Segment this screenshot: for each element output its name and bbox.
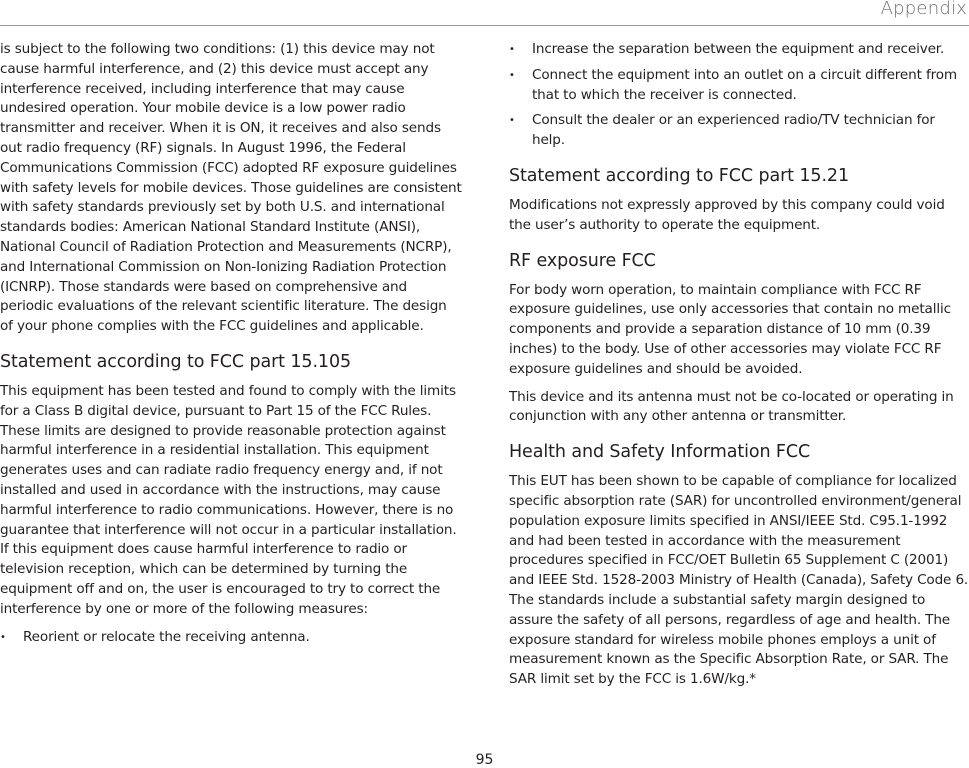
section-heading-fcc-15-21: Statement according to FCC part 15.21 xyxy=(509,165,849,186)
list-item: • Consult the dealer or an experienced radio/TV technician for help. xyxy=(509,111,969,151)
list-item: • Connect the equipment into an outlet on a circuit different from that to which the receiver is connected. xyxy=(509,66,969,106)
measures-list-right xyxy=(509,40,969,151)
page-number: 95 xyxy=(475,752,494,768)
list-item: • Increase the separation between the equipment and receiver. xyxy=(509,40,969,60)
header-divider xyxy=(0,25,969,26)
health-safety-body: This EUT has been shown to be capable of compliance for localized specific absorption rate (SAR) for uncontrolled environment/general population exposure limits specified in ANSI/IEEE Std. C95.1-1992 and had been tested in accordance with the measurement procedures specified in FCC/OET Bulletin 65 Supplement C (2001) and IEEE Std. 1528-2003 Ministry of Health (Canada), Safety Code 6. The standards include a substantial safety margin designed to assure the safety of all persons, regardless of age and health. The exposure standard for wireless mobile phones employs a unit of measurement known as the Specific Absorption Rate, or SAR. The SAR limit set by the FCC is 1.6W/kg.* xyxy=(509,473,969,688)
section-heading-rf-exposure: RF exposure FCC xyxy=(509,250,656,271)
rf-exposure-body-1: For body worn operation, to maintain compliance with FCC RF exposure guidelines, use only accessories that contain no metallic components and provide a separation distance of 10 mm (0.39 inches) to the body. Use of other accessories may violate FCC RF exposure guidelines and should be avoided. xyxy=(509,281,951,377)
list-item: • Reorient or relocate the receiving antenna. xyxy=(0,628,462,648)
section-body-fcc-15-21: Modifications not expressly approved by this company could void the user’s authority to operate the equipment. xyxy=(509,196,945,233)
intro-paragraph: is subject to the following two conditions: (1) this device may not cause harmful interference, and (2) this device must accept any interference received, including interference that may cause undesired operation. Your mobile device is a low power radio transmitter and receiver. When it is ON, it receives and also sends out radio frequency (RF) signals. In August 1996, the Federal Communications Commission (FCC) adopted RF exposure guidelines with safety levels for mobile devices. Those guidelines are consistent with safety standards previously set by both U.S. and international standards bodies: American National Standard Institute (ANSI), National Council of Radiation Protection and Measurements (NCRP), and International Commission on Non-Ionizing Radiation Protection (ICNRP). Those standards were based on comprehensive and periodic evaluations of the relevant scientific literature. The design of your phone complies with the FCC guidelines and applicable. xyxy=(0,41,462,335)
left-column xyxy=(0,40,462,653)
page-header-title: Appendix xyxy=(880,0,967,19)
section-heading-fcc-15-105: Statement according to FCC part 15.105 xyxy=(0,351,352,372)
section-body-fcc-15-105: This equipment has been tested and found to comply with the limits for a Class B digital device, pursuant to Part 15 of the FCC Rules. These limits are designed to provide reasonable protection against harmful interference in a residential installation. This equipment generates uses and can radiate radio frequency energy and, if not installed and used in accordance with the instructions, may cause harmful interference to radio communications. However, there is no guarantee that interference will not occur in a particular installation. If this equipment does cause harmful interference to radio or television reception, which can be determined by turning the equipment off and on, the user is encouraged to try to correct the interference by one or more of the following measures: xyxy=(0,382,457,617)
measures-list-left xyxy=(0,628,462,648)
section-heading-health-safety: Health and Safety Information FCC xyxy=(509,442,811,463)
right-column xyxy=(509,40,969,698)
rf-exposure-body-2: This device and its antenna must not be co-located or operating in conjunction with any other antenna or transmitter. xyxy=(509,388,954,425)
